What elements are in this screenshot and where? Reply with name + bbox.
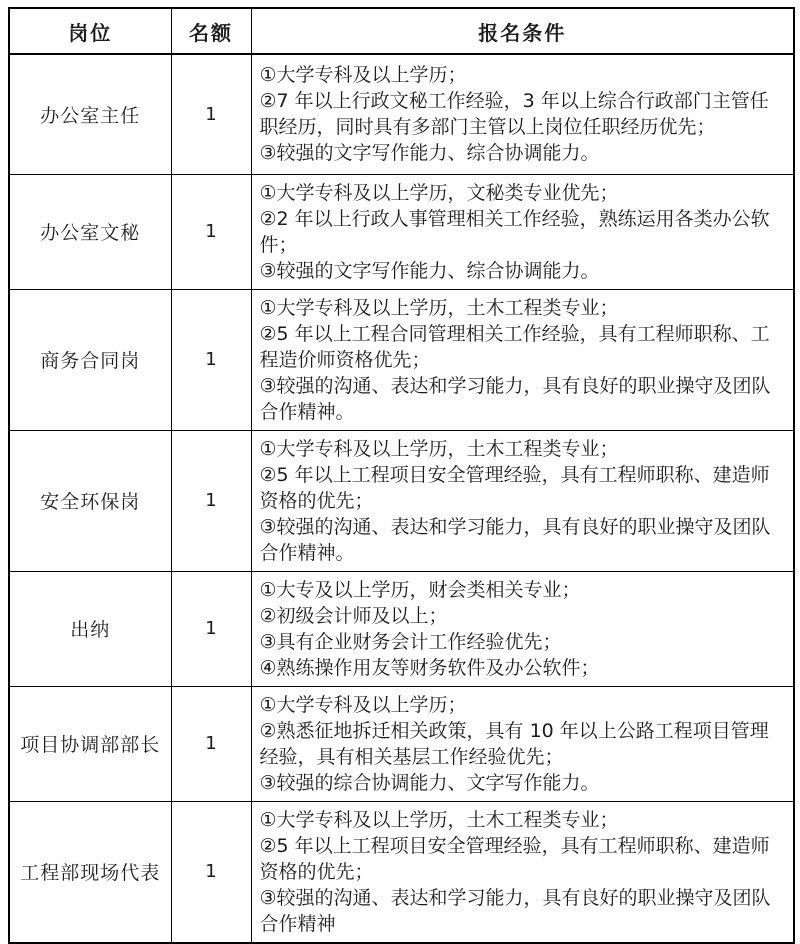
table-row	[9, 686, 794, 801]
table-row	[9, 174, 794, 289]
position-cell: 出纳	[9, 571, 171, 686]
condition-line: ③较强的文字写作能力、综合协调能力。	[259, 259, 600, 282]
conditions-cell	[251, 801, 794, 943]
conditions-cell	[251, 54, 794, 174]
position-cell: 办公室主任	[9, 54, 171, 174]
condition-line: ②5 年以上工程合同管理相关工作经验，具有工程师职称、工程造价师资格优先；	[259, 322, 770, 371]
conditions-cell	[251, 686, 794, 801]
position-cell: 商务合同岗	[9, 289, 171, 430]
condition-line: ③较强的综合协调能力、文字写作能力。	[259, 771, 600, 794]
position-cell: 项目协调部部长	[9, 686, 171, 801]
quota-cell: 1	[171, 54, 251, 174]
position-cell: 办公室文秘	[9, 174, 171, 289]
conditions-cell	[251, 430, 794, 571]
quota-cell: 1	[171, 801, 251, 943]
condition-line: ①大学专科及以上学历，土木工程类专业；	[259, 808, 619, 831]
position-cell: 安全环保岗	[9, 430, 171, 571]
table-row	[9, 430, 794, 571]
quota-cell: 1	[171, 571, 251, 686]
header-quota: 名额	[171, 8, 251, 54]
table-header-row	[9, 8, 794, 54]
condition-line: ②初级会计师及以上；	[259, 604, 448, 627]
condition-line: ③较强的沟通、表达和学习能力，具有良好的职业操守及团队合作精神。	[259, 374, 771, 423]
table-row	[9, 801, 794, 943]
table-row	[9, 54, 794, 174]
condition-line: ②5 年以上工程项目安全管理经验，具有工程师职称、建造师资格的优先；	[259, 463, 770, 512]
condition-line: ①大学专科及以上学历，土木工程类专业；	[259, 437, 619, 460]
condition-line: ①大专及以上学历，财会类相关专业；	[259, 578, 581, 601]
condition-line: ②5 年以上工程项目安全管理经验，具有工程师职称、建造师资格的优先；	[259, 834, 770, 883]
conditions-cell	[251, 571, 794, 686]
quota-cell: 1	[171, 686, 251, 801]
table-row	[9, 289, 794, 430]
condition-line: ④熟练操作用友等财务软件及办公软件；	[259, 656, 600, 679]
quota-cell: 1	[171, 430, 251, 571]
conditions-cell	[251, 289, 794, 430]
condition-line: ②7 年以上行政文秘工作经验，3 年以上综合行政部门主管任职经历，同时具有多部门主管以上岗位任职经历优先；	[259, 90, 769, 139]
table-row	[9, 571, 794, 686]
condition-line: ①大学专科及以上学历；	[259, 64, 467, 87]
condition-line: ③较强的文字写作能力、综合协调能力。	[259, 142, 600, 165]
condition-line: ③较强的沟通、表达和学习能力，具有良好的职业操守及团队合作精神。	[259, 515, 771, 564]
condition-line: ②熟悉征地拆迁相关政策，具有 10 年以上公路工程项目管理经验，具有相关基层工作经验优先；	[259, 719, 769, 768]
recruitment-table	[8, 7, 795, 944]
quota-cell: 1	[171, 289, 251, 430]
condition-line: ①大学专科及以上学历，土木工程类专业；	[259, 296, 619, 319]
condition-line: ①大学专科及以上学历；	[259, 693, 467, 716]
condition-line: ③较强的沟通、表达和学习能力，具有良好的职业操守及团队合作精神	[259, 886, 771, 935]
condition-line: ①大学专科及以上学历，文秘类专业优先；	[259, 181, 619, 204]
header-conditions: 报名条件	[251, 8, 794, 54]
quota-cell: 1	[171, 174, 251, 289]
condition-line: ②2 年以上行政人事管理相关工作经验，熟练运用各类办公软件；	[259, 207, 770, 256]
condition-line: ③具有企业财务会计工作经验优先；	[259, 630, 562, 653]
position-cell: 工程部现场代表	[9, 801, 171, 943]
header-position: 岗位	[9, 8, 171, 54]
conditions-cell	[251, 174, 794, 289]
